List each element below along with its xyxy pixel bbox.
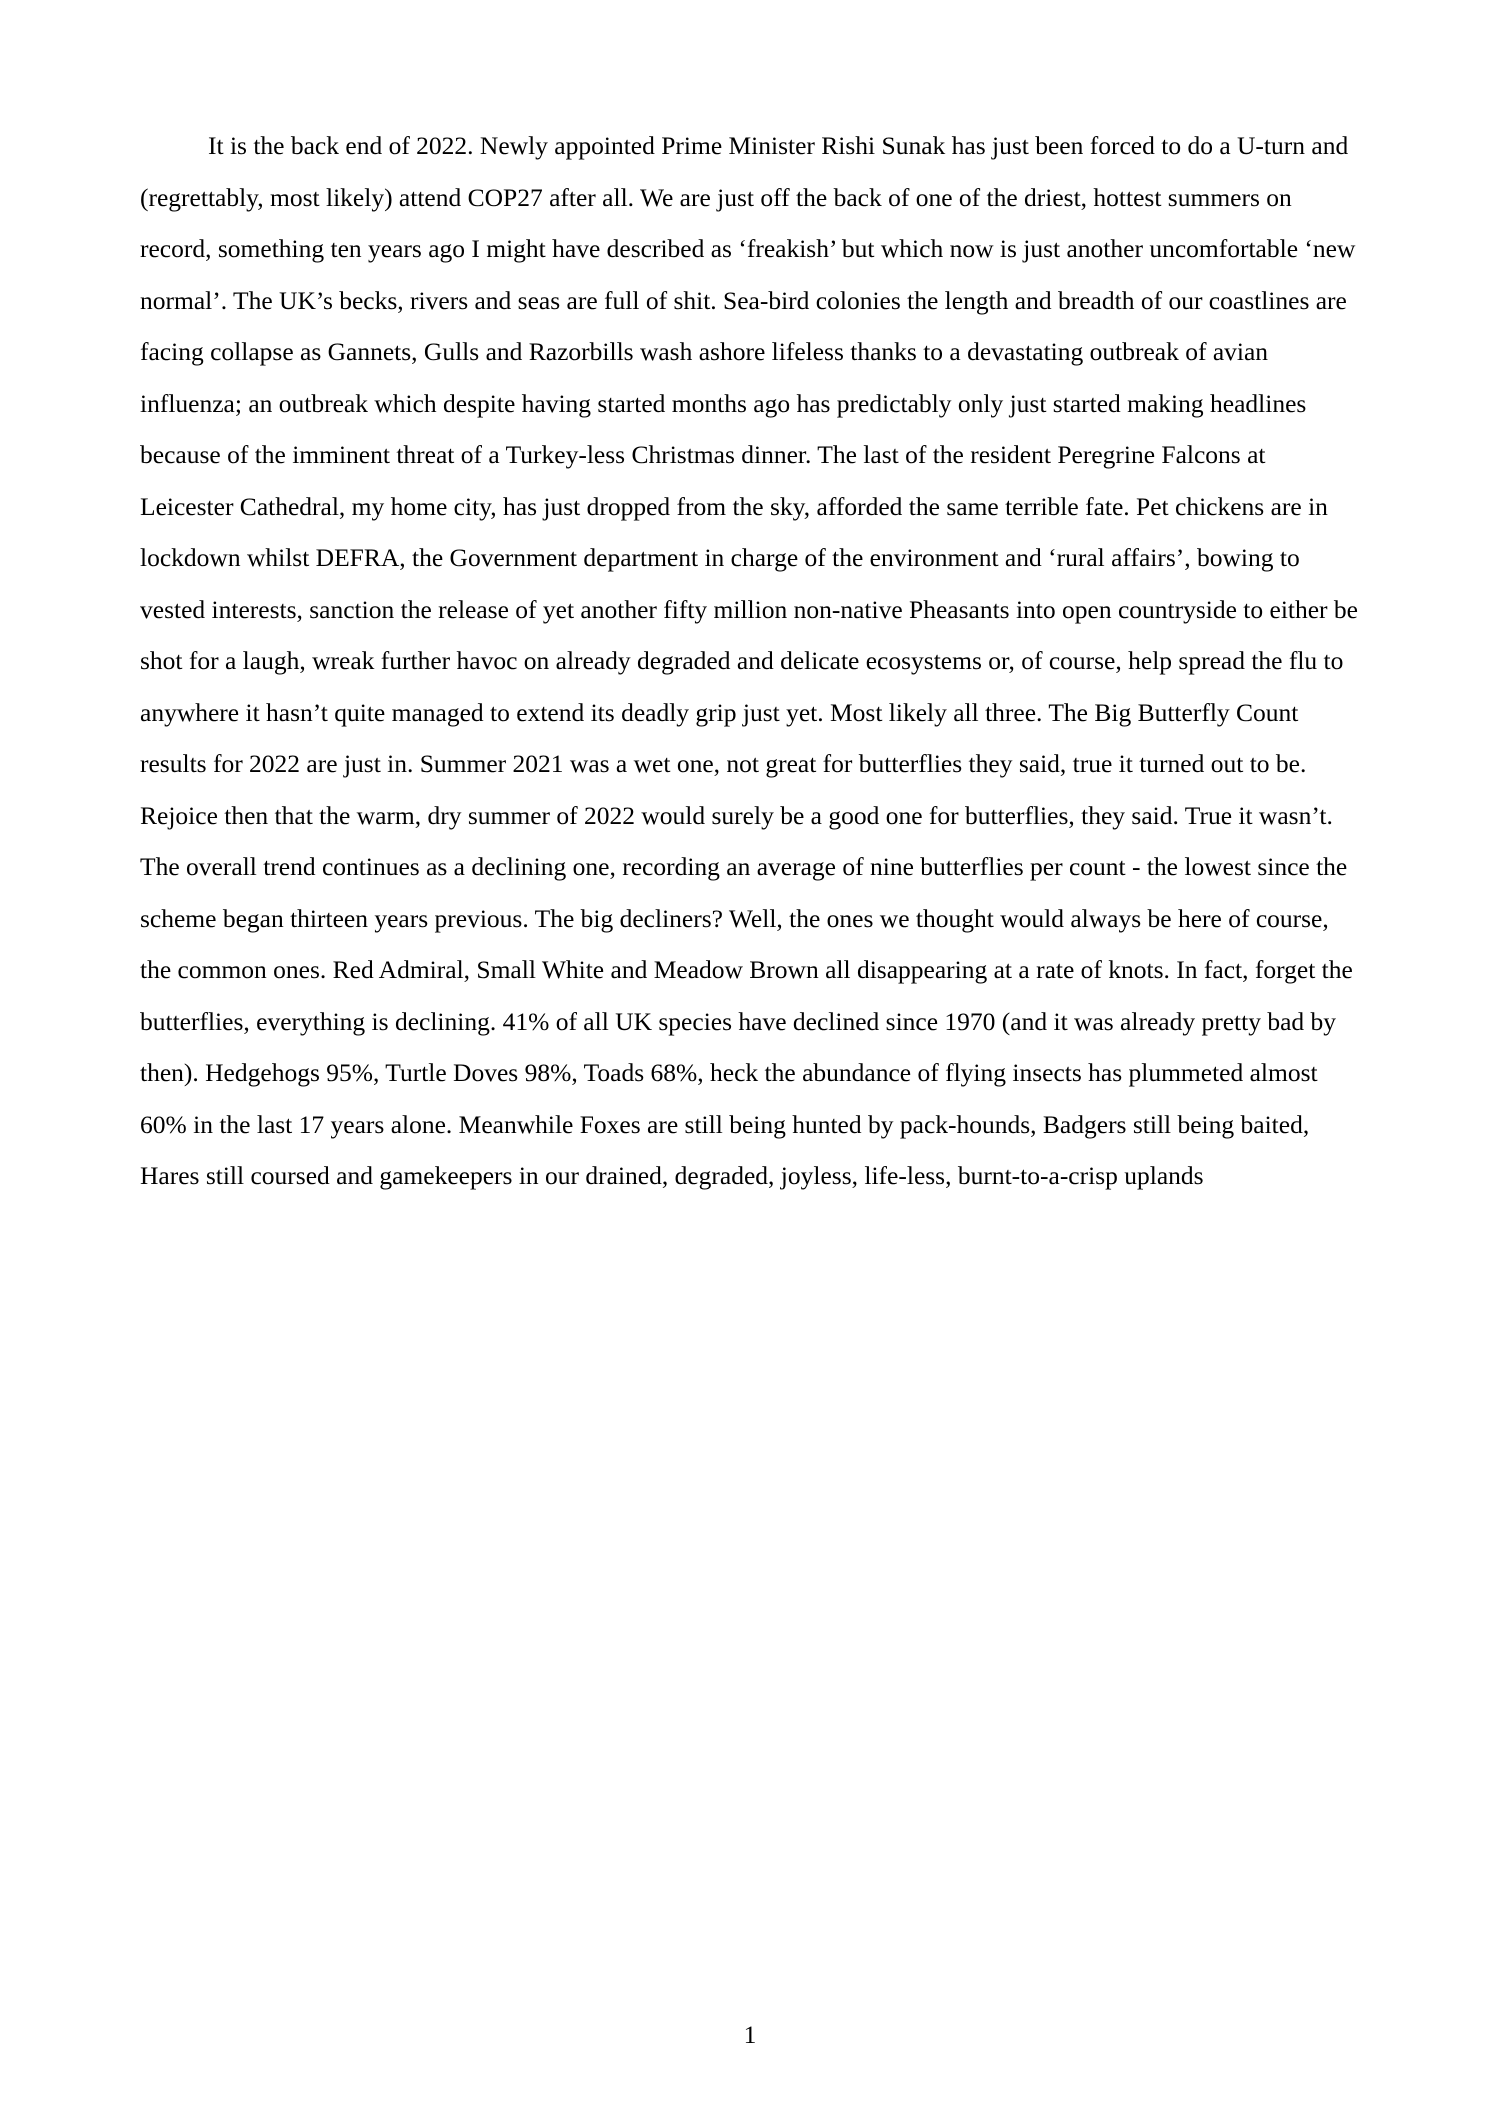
page-number: 1 (743, 2020, 757, 2049)
paragraph-1: It is the back end of 2022. Newly appointed Prime Minister Rishi Sunak has just been forced to do a U-turn and (regrettably, most likely) attend COP27 after all. We are just off the back of one of the driest, hottest summers on record, something ten years ago I might have described as ‘freakish’ but which now is just another uncomfortable ‘new normal’. The UK’s becks, rivers and seas are full of shit. Sea-bird colonies the length and breadth of our coastlines are facing collapse as Gannets, Gulls and Razorbills wash ashore lifeless thanks to a devastating outbreak of avian influenza; an outbreak which despite having started months ago has predictably only just started making headlines because of the imminent threat of a Turkey-less Christmas dinner. The last of the resident Peregrine Falcons at Leicester Cathedral, my home city, has just dropped from the sky, afforded the same terrible fate. Pet chickens are in lockdown whilst DEFRA, the Government department in charge of the environment and ‘rural affairs’, bowing to vested interests, sanction the release of yet another fifty million non-native Pheasants into open countryside to either be shot for a laugh, wreak further havoc on already degraded and delicate ecosystems or, of course, help spread the flu to anywhere it hasn’t quite managed to extend its deadly grip just yet. Most likely all three. The Big Butterfly Count results for 2022 are just in. Summer 2021 was a wet one, not great for butterflies they said, true it turned out to be. Rejoice then that the warm, dry summer of 2022 would surely be a good one for butterflies, they said. True it wasn’t. The overall trend continues as a declining one, recording an average of nine butterflies per count - the lowest since the scheme began thirteen years previous. The big decliners? Well, the ones we thought would always be here of course, the common ones. Red Admiral, Small White and Meadow Brown all disappearing at a rate of knots. In fact, forget the butterflies, everything is declining. 41% of all UK species have declined since 1970 (and it was already pretty bad by then). Hedgehogs 95%, Turtle Doves 98%, Toads 68%, heck the abundance of flying insects has plummeted almost 60% in the last 17 years alone. Meanwhile Foxes are still being hunted by pack-hounds, Badgers still being baited, Hares still coursed and gamekeepers in our drained, degraded, joyless, life-less, burnt-to-a-crisp uplands (140, 131, 1358, 1190)
document-body (140, 120, 1360, 1202)
